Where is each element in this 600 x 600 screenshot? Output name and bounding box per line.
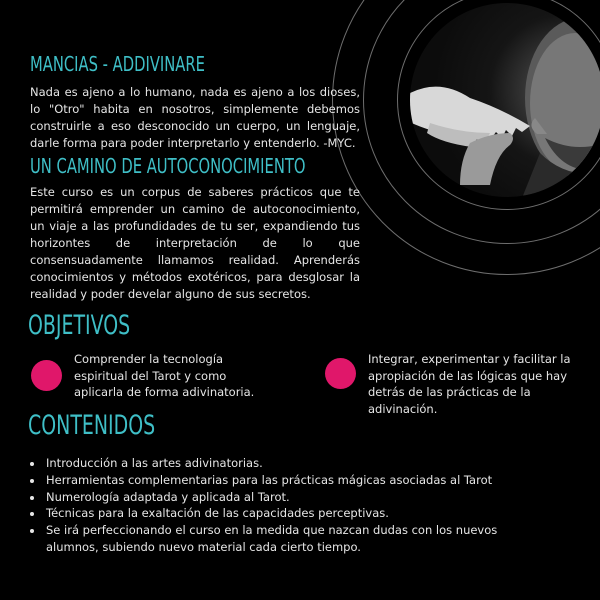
portrait-photo — [410, 3, 600, 197]
camino-title: UN CAMINO DE AUTOCONOCIMIENTO — [30, 154, 306, 178]
list-item: • Técnicas para la exaltación de las capacidades perceptivas. — [44, 505, 544, 522]
camino-text: Este curso es un corpus de saberes prácticos que te permitirá emprender un camino de autoconocimiento, un viaje a las profundidades de tu ser, expandiendo tus horizontes de interpretación de lo que consensuadamente llamamos realidad. Aprenderás conocimientos y métodos exotéricos, para desglosar la realidad y poder develar alguno de sus secretos. — [30, 185, 360, 301]
list-item: • Numerología adaptada y aplicada al Tarot. — [44, 489, 544, 506]
pink-bullet-dot-icon — [325, 358, 356, 389]
objetivo-item-1 — [31, 351, 271, 401]
portrait-illustration-icon — [410, 3, 600, 197]
list-item: • Se irá perfeccionando el curso en la medida que nazcan dudas con los nuevos alumnos, subiendo nuevo material cada cierto tiempo. — [44, 522, 544, 556]
objetivo-item-2 — [325, 351, 575, 417]
list-item: • Herramientas complementarias para las prácticas mágicas asociadas al Tarot — [44, 472, 544, 489]
contenidos-list — [26, 455, 544, 556]
intro-text: Nada es ajeno a lo humano, nada es ajeno a los dioses, lo "Otro" habita en nosotros, simplemente debemos construirle a eso desconocido un cuerpo, un lenguaje, darle forma para poder interpretarlo y entenderlo. -MYC. — [30, 85, 360, 150]
objetivo-text-2: Integrar, experimentar y facilitar la apropiación de las lógicas que hay detrás de las prácticas de la adivinación. — [368, 352, 571, 416]
objetivos-title: OBJETIVOS — [28, 310, 131, 341]
pink-bullet-dot-icon — [31, 360, 62, 391]
objetivo-text-1: Comprender la tecnología espiritual del Tarot y como aplicarla de forma adivinatoria. — [74, 352, 255, 399]
intro-title: MANCIAS - ADDIVINARE — [30, 52, 205, 76]
contenidos-title: CONTENIDOS — [28, 410, 156, 441]
list-item: • Introducción a las artes adivinatorias. — [44, 455, 544, 472]
